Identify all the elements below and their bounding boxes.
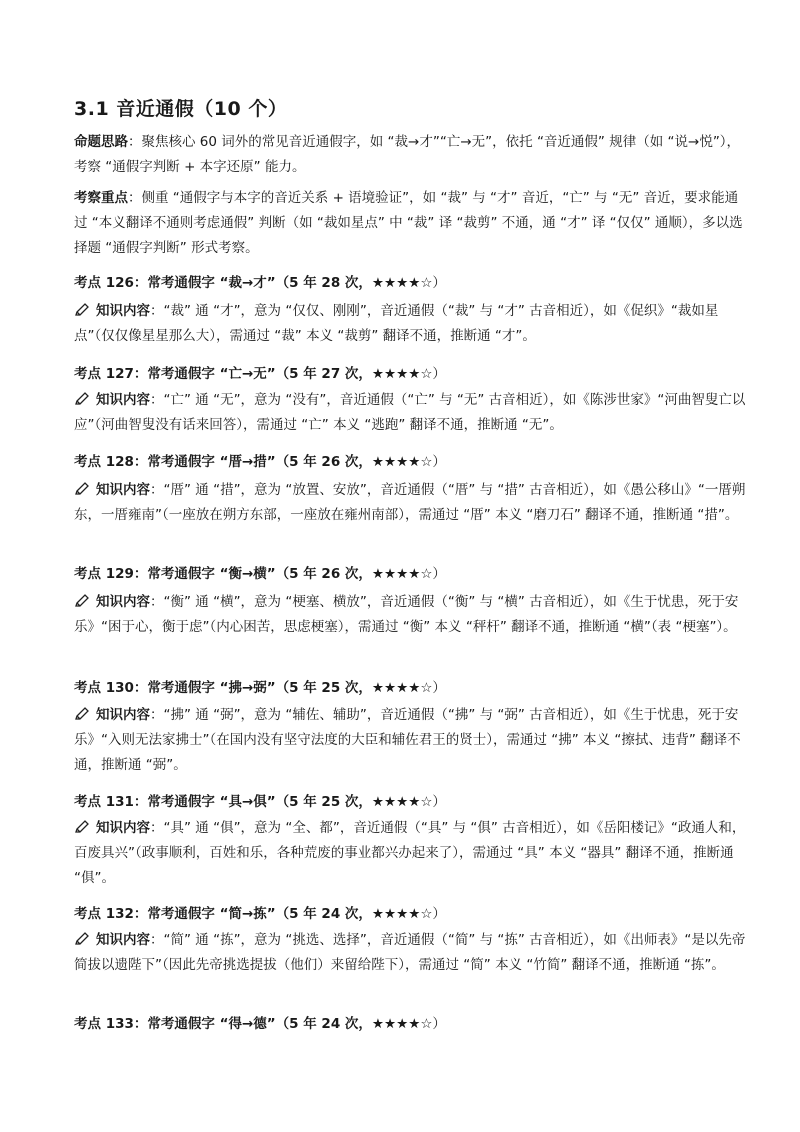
point-heading-132: 考点 132：常考通假字 “简→拣”（5 年 24 次，★★★★☆） (74, 906, 446, 922)
intro-paragraph (74, 130, 750, 180)
pencil-icon (74, 392, 90, 406)
intro-label: 命题思路 (74, 134, 128, 150)
pencil-icon (74, 482, 90, 496)
point-heading-129: 考点 129：常考通假字 “衡→横”（5 年 26 次，★★★★☆） (74, 566, 446, 582)
focus-text: ：侧重 “通假字与本字的音近关系 + 语境验证”，如 “裁” 与 “才” 音近，“亡” 与 “无” 音近，要求能通过 “本义翻译不通则考虑通假” 判断（如 “裁如星点” 中 “裁” 译 “裁剪” 不通，通 “才” 译 “仅仅” 通顺），多以选择题 “通假字判断” 形式考察。 (74, 190, 743, 256)
knowledge-131: 知识内容：“具” 通 “俱”，意为 “全、都”，音近通假（“具” 与 “俱” 古音相近），如《岳阳楼记》“政通人和，百废具兴”（政事顺利，百姓和乐，各种荒废的事业都兴办起来了），需通过 “具” 本义 “器具” 翻译不通，推断通 “俱”。 (74, 820, 746, 886)
knowledge-129: 知识内容：“衡” 通 “横”，意为 “梗塞、横放”，音近通假（“衡” 与 “横” 古音相近），如《生于忧患，死于安乐》“困于心，衡于虑”（内心困苦，思虑梗塞），需通过 “衡” 本义 “秤杆” 翻译不通，推断通 “横”（表 “梗塞”）。 (74, 594, 739, 635)
point-heading-130: 考点 130：常考通假字 “拂→弼”（5 年 25 次，★★★★☆） (74, 680, 446, 696)
focus-label: 考察重点 (74, 190, 128, 206)
point-heading-128: 考点 128：常考通假字 “厝→措”（5 年 26 次，★★★★☆） (74, 454, 446, 470)
point-heading-126: 考点 126：常考通假字 “裁→才”（5 年 28 次，★★★★☆） (74, 275, 446, 291)
pencil-icon (74, 932, 90, 946)
pencil-icon (74, 707, 90, 721)
knowledge-130: 知识内容：“拂” 通 “弼”，意为 “辅佐、辅助”，音近通假（“拂” 与 “弼” 古音相近），如《生于忧患，死于安乐》“入则无法家拂士”（在国内没有坚守法度的大臣和辅佐君王的贤士），需通过 “拂” 本义 “擦拭、违背” 翻译不通，推断通 “弼”。 (74, 707, 741, 773)
pencil-icon (74, 594, 90, 608)
section-title: 3.1 音近通假（10 个） (74, 98, 288, 120)
point-heading-131: 考点 131：常考通假字 “具→俱”（5 年 25 次，★★★★☆） (74, 794, 446, 810)
focus-paragraph (74, 186, 750, 261)
point-heading-133: 考点 133：常考通假字 “得→德”（5 年 24 次，★★★★☆） (74, 1016, 446, 1032)
point-heading-127: 考点 127：常考通假字 “亡→无”（5 年 27 次，★★★★☆） (74, 366, 446, 382)
pencil-icon (74, 303, 90, 317)
knowledge-132: 知识内容：“简” 通 “拣”，意为 “挑选、选择”，音近通假（“简” 与 “拣” 古音相近），如《出师表》“是以先帝简拔以遗陛下”（因此先帝挑选提拔（他们）来留给陛下），需通过 “简” 本义 “竹简” 翻译不通，推断通 “拣”。 (74, 932, 746, 973)
knowledge-126: 知识内容：“裁” 通 “才”，意为 “仅仅、刚刚”，音近通假（“裁” 与 “才” 古音相近），如《促织》“裁如星点”（仅仅像星星那么大），需通过 “裁” 本义 “裁剪” 翻译不通，推断通 “才”。 (74, 303, 719, 344)
intro-text: ：聚焦核心 60 词外的常见音近通假字，如 “裁→才”“亡→无”，依托 “音近通假” 规律（如 “说→悦”），考察 “通假字判断 + 本字还原” 能力。 (74, 134, 741, 175)
knowledge-127: 知识内容：“亡” 通 “无”，意为 “没有”，音近通假（“亡” 与 “无” 古音相近），如《陈涉世家》“河曲智叟亡以应”（河曲智叟没有话来回答），需通过 “亡” 本义 “逃跑” 翻译不通，推断通 “无”。 (74, 392, 746, 433)
pencil-icon (74, 820, 90, 834)
knowledge-128: 知识内容：“厝” 通 “措”，意为 “放置、安放”，音近通假（“厝” 与 “措” 古音相近），如《愚公移山》“一厝朔东，一厝雍南”（一座放在朔方东部，一座放在雍州南部），需通过 “厝” 本义 “磨刀石” 翻译不通，推断通 “措”。 (74, 482, 746, 523)
